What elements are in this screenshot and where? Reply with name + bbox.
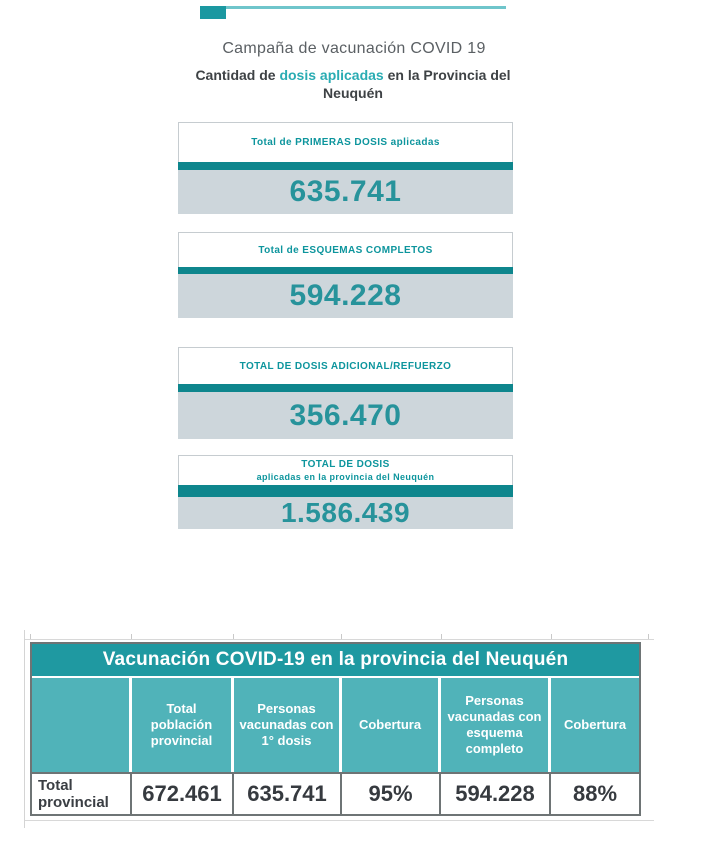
stat-card-accent-bar	[178, 162, 513, 170]
vaccination-table	[30, 642, 641, 816]
gridline-tick	[551, 634, 552, 639]
stat-card-dosis-refuerzo	[178, 347, 513, 439]
page-subtitle	[180, 66, 526, 102]
table-header-primera-dosis: Personas vacunadas con 1° dosis	[234, 678, 342, 772]
stat-card-accent-bar	[178, 485, 513, 497]
stat-card-value: 594.228	[178, 274, 513, 318]
cell-poblacion: 672.461	[132, 772, 234, 814]
cell-primera-dosis: 635.741	[234, 772, 342, 814]
table-header-empty	[32, 678, 132, 772]
gridline-tick	[30, 634, 31, 639]
stat-card-title-text: TOTAL DE DOSIS ADICIONAL/REFUERZO	[239, 360, 452, 372]
subtitle-prefix: Cantidad de	[195, 67, 280, 83]
stat-card-accent-bar	[178, 267, 513, 274]
stat-card-title-line2: aplicadas en la provincia del Neuquén	[256, 472, 435, 482]
stat-card-value: 1.586.439	[178, 497, 513, 529]
gridline-tick	[131, 634, 132, 639]
stat-card-title	[178, 455, 513, 485]
cell-cobertura-1: 95%	[342, 772, 441, 814]
table-title: Vacunación COVID-19 en la provincia del Neuquén	[32, 644, 639, 678]
page-title: Campaña de vacunación COVID 19	[222, 40, 486, 57]
stat-card-title-text: Total de PRIMERAS DOSIS aplicadas	[251, 137, 440, 148]
gridline-tick	[648, 634, 649, 639]
gridline-tick	[441, 634, 442, 639]
gridline-tick	[341, 634, 342, 639]
subtitle-suffix: en la Provincia del Neuquén	[323, 67, 511, 101]
top-accent-line	[200, 6, 506, 9]
cell-esquema-completo: 594.228	[441, 772, 551, 814]
stat-card-accent-bar	[178, 384, 513, 392]
gridline-tick	[233, 634, 234, 639]
cell-cobertura-2: 88%	[551, 772, 639, 814]
stat-card-title	[178, 347, 513, 384]
gridline-top	[24, 639, 654, 640]
stat-card-title	[178, 232, 513, 267]
stat-card-title-text: Total de ESQUEMAS COMPLETOS	[258, 244, 433, 256]
table-header-row	[32, 678, 639, 772]
table-header-poblacion: Total población provincial	[132, 678, 234, 772]
stat-card-title-line1: TOTAL DE DOSIS	[301, 459, 390, 470]
table-header-cobertura-2: Cobertura	[551, 678, 639, 772]
table-data-row	[32, 772, 639, 814]
stat-card-title	[178, 122, 513, 162]
top-accent-rect	[200, 6, 226, 19]
row-label: Total provincial	[32, 772, 132, 814]
subtitle-highlight: dosis aplicadas	[279, 67, 384, 83]
stat-card-primeras-dosis	[178, 122, 513, 214]
table-header-cobertura-1: Cobertura	[342, 678, 441, 772]
table-header-esquema-completo: Personas vacunadas con esquema completo	[441, 678, 551, 772]
gridline-left	[24, 630, 25, 828]
gridline-bottom	[24, 820, 654, 821]
stat-card-total-dosis	[178, 455, 513, 529]
stat-card-value: 635.741	[178, 170, 513, 214]
stat-card-value: 356.470	[178, 392, 513, 439]
stat-card-esquemas-completos	[178, 232, 513, 318]
